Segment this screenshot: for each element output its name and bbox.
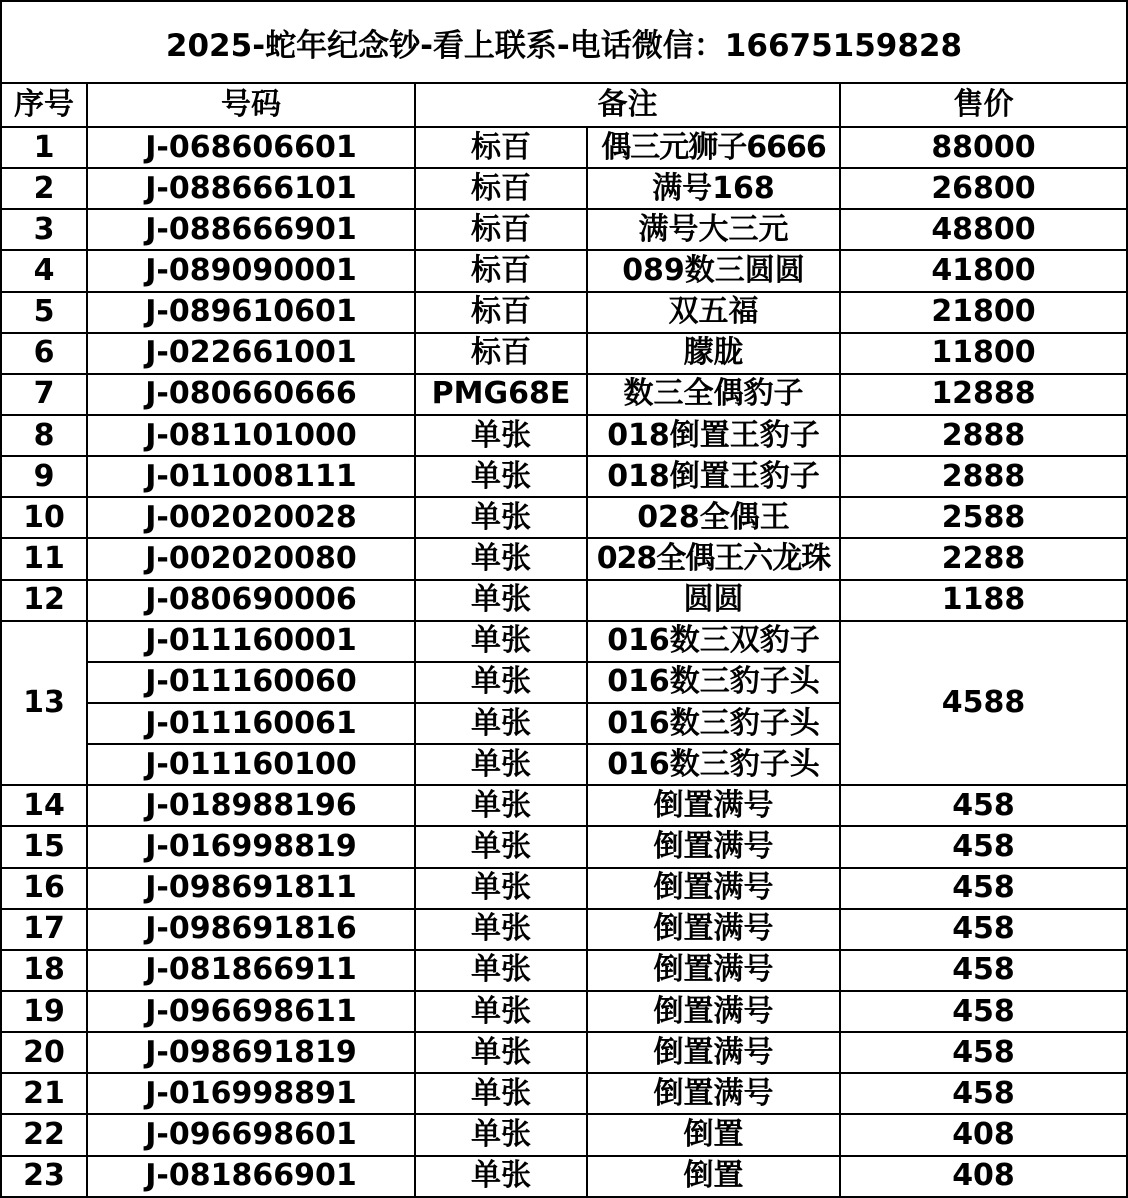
cell-note: 满号168	[587, 168, 840, 209]
table-row	[1, 292, 1127, 333]
cell-note: 倒置	[587, 1114, 840, 1155]
cell-note: 016数三双豹子	[587, 621, 840, 662]
cell-note: 016数三豹子头	[587, 744, 840, 785]
cell-index: 1	[1, 127, 87, 168]
cell-note: 018倒置王豹子	[587, 456, 840, 497]
cell-type: 单张	[415, 991, 587, 1032]
cell-number: J-081866901	[87, 1156, 415, 1197]
cell-number: J-002020080	[87, 538, 415, 579]
cell-price: 11800	[840, 333, 1127, 374]
cell-note: 偶三元狮子6666	[587, 127, 840, 168]
cell-type: 单张	[415, 909, 587, 950]
cell-type: 标百	[415, 292, 587, 333]
cell-number: J-018988196	[87, 785, 415, 826]
cell-index: 9	[1, 456, 87, 497]
cell-number: J-016998891	[87, 1073, 415, 1114]
cell-price: 21800	[840, 292, 1127, 333]
table-row	[1, 415, 1127, 456]
cell-note: 028全偶王	[587, 497, 840, 538]
cell-number: J-098691819	[87, 1032, 415, 1073]
cell-note: 倒置满号	[587, 1073, 840, 1114]
cell-type: 标百	[415, 250, 587, 291]
cell-note: 倒置满号	[587, 991, 840, 1032]
cell-price: 12888	[840, 374, 1127, 415]
cell-price: 2588	[840, 497, 1127, 538]
cell-index: 15	[1, 826, 87, 867]
cell-index: 23	[1, 1156, 87, 1197]
cell-index: 21	[1, 1073, 87, 1114]
cell-index: 11	[1, 538, 87, 579]
cell-price: 88000	[840, 127, 1127, 168]
cell-number: J-089610601	[87, 292, 415, 333]
cell-number: J-022661001	[87, 333, 415, 374]
cell-index: 19	[1, 991, 87, 1032]
cell-number: J-016998819	[87, 826, 415, 867]
cell-number: J-098691816	[87, 909, 415, 950]
header-price: 售价	[840, 83, 1127, 127]
table-row	[1, 909, 1127, 950]
table-row	[1, 950, 1127, 991]
header-remark: 备注	[415, 83, 840, 127]
cell-number: J-011160060	[87, 662, 415, 703]
cell-number: J-011160061	[87, 703, 415, 744]
cell-price: 458	[840, 991, 1127, 1032]
price-table	[0, 82, 1128, 1198]
cell-type: 标百	[415, 333, 587, 374]
cell-number: J-081101000	[87, 415, 415, 456]
cell-type: 单张	[415, 1156, 587, 1197]
cell-note: 028全偶王六龙珠	[587, 538, 840, 579]
cell-note: 018倒置王豹子	[587, 415, 840, 456]
cell-type: 单张	[415, 1032, 587, 1073]
cell-index: 16	[1, 868, 87, 909]
cell-type: 单张	[415, 744, 587, 785]
cell-type: 单张	[415, 662, 587, 703]
table-row	[1, 1114, 1127, 1155]
cell-type: 单张	[415, 950, 587, 991]
table-row-group-13	[1, 621, 1127, 662]
cell-note: 016数三豹子头	[587, 662, 840, 703]
table-row	[1, 580, 1127, 621]
table-row	[1, 538, 1127, 579]
cell-index-merged: 13	[1, 621, 87, 786]
cell-index: 20	[1, 1032, 87, 1073]
cell-number: J-096698611	[87, 991, 415, 1032]
cell-number: J-002020028	[87, 497, 415, 538]
cell-note: 089数三圆圆	[587, 250, 840, 291]
table-row	[1, 1032, 1127, 1073]
table-row	[1, 1073, 1127, 1114]
cell-note: 倒置	[587, 1156, 840, 1197]
cell-type: 标百	[415, 168, 587, 209]
header-row	[1, 83, 1127, 127]
cell-number: J-011160100	[87, 744, 415, 785]
cell-note: 圆圆	[587, 580, 840, 621]
cell-note: 倒置满号	[587, 909, 840, 950]
table-row	[1, 826, 1127, 867]
table-row	[1, 127, 1127, 168]
cell-price: 458	[840, 1032, 1127, 1073]
header-index: 序号	[1, 83, 87, 127]
cell-type: 单张	[415, 785, 587, 826]
cell-type: 单张	[415, 1114, 587, 1155]
cell-number: J-011160001	[87, 621, 415, 662]
cell-price: 458	[840, 826, 1127, 867]
cell-note: 倒置满号	[587, 826, 840, 867]
cell-price: 2288	[840, 538, 1127, 579]
cell-index: 14	[1, 785, 87, 826]
cell-price: 2888	[840, 456, 1127, 497]
cell-type: 单张	[415, 868, 587, 909]
table-row	[1, 168, 1127, 209]
cell-note: 朦胧	[587, 333, 840, 374]
table-body	[1, 127, 1127, 1197]
cell-index: 10	[1, 497, 87, 538]
cell-price: 48800	[840, 209, 1127, 250]
cell-price: 458	[840, 1073, 1127, 1114]
cell-number: J-088666901	[87, 209, 415, 250]
table-row	[1, 868, 1127, 909]
cell-note: 双五福	[587, 292, 840, 333]
cell-type: 单张	[415, 621, 587, 662]
cell-number: J-088666101	[87, 168, 415, 209]
cell-type: PMG68E	[415, 374, 587, 415]
cell-index: 2	[1, 168, 87, 209]
table-row	[1, 785, 1127, 826]
cell-index: 7	[1, 374, 87, 415]
cell-index: 18	[1, 950, 87, 991]
cell-note: 倒置满号	[587, 950, 840, 991]
cell-price: 458	[840, 785, 1127, 826]
cell-price: 408	[840, 1114, 1127, 1155]
cell-note: 016数三豹子头	[587, 703, 840, 744]
cell-note: 数三全偶豹子	[587, 374, 840, 415]
cell-type: 单张	[415, 497, 587, 538]
cell-price-merged: 4588	[840, 621, 1127, 786]
cell-type: 单张	[415, 538, 587, 579]
cell-type: 标百	[415, 209, 587, 250]
cell-price: 1188	[840, 580, 1127, 621]
cell-number: J-096698601	[87, 1114, 415, 1155]
table-row	[1, 209, 1127, 250]
cell-note: 倒置满号	[587, 1032, 840, 1073]
cell-index: 17	[1, 909, 87, 950]
cell-number: J-098691811	[87, 868, 415, 909]
cell-number: J-081866911	[87, 950, 415, 991]
cell-price: 458	[840, 909, 1127, 950]
cell-index: 3	[1, 209, 87, 250]
cell-index: 6	[1, 333, 87, 374]
cell-note: 满号大三元	[587, 209, 840, 250]
cell-index: 8	[1, 415, 87, 456]
cell-number: J-068606601	[87, 127, 415, 168]
cell-type: 单张	[415, 1073, 587, 1114]
cell-index: 5	[1, 292, 87, 333]
table-row	[1, 456, 1127, 497]
cell-index: 4	[1, 250, 87, 291]
table-row	[1, 991, 1127, 1032]
cell-number: J-089090001	[87, 250, 415, 291]
table-row	[1, 497, 1127, 538]
cell-type: 单张	[415, 456, 587, 497]
cell-price: 2888	[840, 415, 1127, 456]
table-row	[1, 250, 1127, 291]
table-row	[1, 333, 1127, 374]
cell-index: 22	[1, 1114, 87, 1155]
cell-price: 26800	[840, 168, 1127, 209]
cell-note: 倒置满号	[587, 785, 840, 826]
cell-type: 单张	[415, 580, 587, 621]
table-row	[1, 374, 1127, 415]
cell-type: 标百	[415, 127, 587, 168]
cell-price: 458	[840, 868, 1127, 909]
cell-price: 408	[840, 1156, 1127, 1197]
table-row	[1, 1156, 1127, 1197]
cell-type: 单张	[415, 826, 587, 867]
cell-index: 12	[1, 580, 87, 621]
header-number: 号码	[87, 83, 415, 127]
cell-number: J-080690006	[87, 580, 415, 621]
cell-note: 倒置满号	[587, 868, 840, 909]
cell-price: 458	[840, 950, 1127, 991]
cell-type: 单张	[415, 415, 587, 456]
sheet-title: 2025-蛇年纪念钞-看上联系-电话微信：16675159828	[0, 0, 1128, 84]
cell-number: J-011008111	[87, 456, 415, 497]
cell-number: J-080660666	[87, 374, 415, 415]
cell-price: 41800	[840, 250, 1127, 291]
cell-type: 单张	[415, 703, 587, 744]
